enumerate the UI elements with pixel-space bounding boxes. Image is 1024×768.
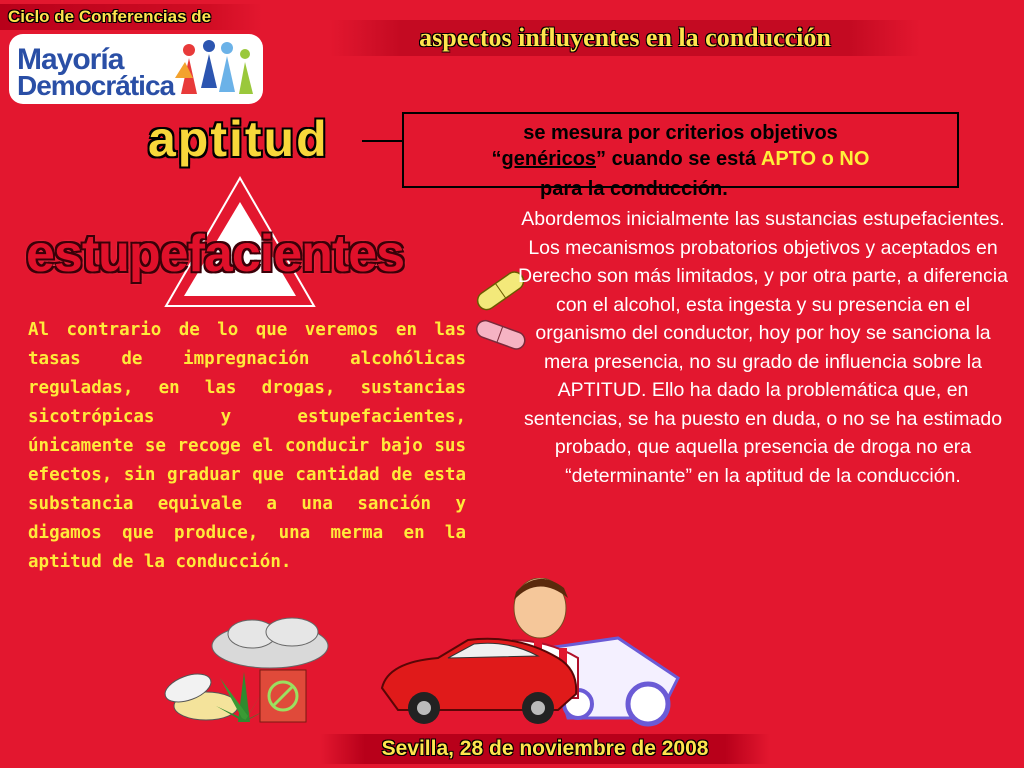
logo-line2: Democrática — [17, 70, 175, 101]
footer-banner — [320, 734, 770, 764]
pills-icon — [161, 669, 238, 720]
definition-apto: APTO o NO — [760, 148, 870, 170]
left-paragraph: Al contrario de lo que veremos en las tasas de impregnación alcohólicas reguladas, en las drogas, sustancias sicotrópicas y estupefacientes, únicamente se recoge el conducir bajo sus efectos, sin graduar que cantidad de esta substancia equivale a una sanción y digamos que produce, una merma en la aptitud de la conducción. — [28, 320, 466, 572]
definition-open-quote: “ — [491, 148, 502, 170]
connector-line — [362, 140, 404, 142]
definition-line3: para la conducción. — [540, 178, 728, 200]
red-car-icon — [382, 639, 576, 724]
driving-clipart — [378, 578, 688, 730]
section-title: estupefacientes — [26, 225, 405, 283]
right-paragraph: Abordemos inicialmente las sustancias estupefacientes. Los mecanismos probatorios objetivos y aceptados en Derecho son más limitados, y por otra parte, a diferencia con el alcohol, esta ingesta y su presencia en el organismo del conductor, hoy por hoy se sanciona la mera presencia, no su grado de influencia sobre la APTITUD. Ello ha dado la problemática que, en sentencias, se ha puesto en duda, o no se ha estimado probado, que aquella presencia de droga no era “determinante” en la aptitud de la conducción. — [518, 208, 1008, 487]
series-label: Ciclo de Conferencias de — [8, 7, 212, 26]
logo-line1: Mayoría — [17, 43, 124, 76]
logo — [9, 34, 263, 104]
logo-people-icon — [169, 38, 259, 98]
definition-line1: se mesura por criterios objetivos — [523, 122, 838, 144]
definition-underlined: genéricos — [501, 148, 597, 170]
no-smoking-icon — [260, 670, 306, 722]
footer-date: Sevilla, 28 de noviembre de 2008 — [381, 737, 709, 760]
series-banner — [0, 4, 262, 30]
definition-box — [402, 112, 959, 188]
smoke-cloud-icon — [212, 618, 328, 668]
topic-banner — [330, 20, 920, 56]
drug-clipart — [160, 610, 330, 735]
aptitud-heading: aptitud — [148, 111, 329, 167]
topic-title: aspectos influyentes en la conducción — [419, 23, 831, 52]
definition-mid: ” cuando se está — [596, 148, 761, 170]
